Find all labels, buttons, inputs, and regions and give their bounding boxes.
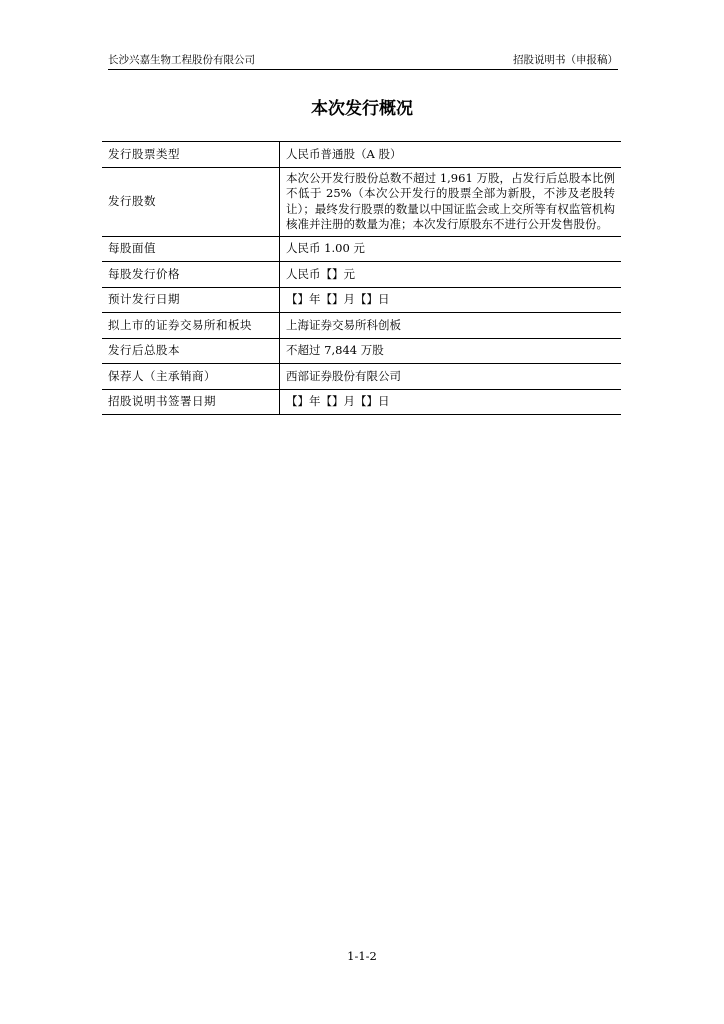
table-row-issue-price xyxy=(102,262,621,288)
header-document-type: 招股说明书（申报稿） xyxy=(513,54,618,66)
page-header xyxy=(108,52,618,68)
table-row-signing-date xyxy=(102,389,621,415)
row-label: 每股发行价格 xyxy=(102,262,280,288)
table-row-share-count xyxy=(102,167,621,236)
row-value: 人民币普通股（A 股） xyxy=(280,142,622,168)
row-value: 不超过 7,844 万股 xyxy=(280,338,622,364)
table-row-par-value xyxy=(102,236,621,262)
row-label: 每股面值 xyxy=(102,236,280,262)
row-value: 【】年【】月【】日 xyxy=(280,389,622,415)
row-label: 拟上市的证券交易所和板块 xyxy=(102,313,280,339)
row-label: 保荐人（主承销商） xyxy=(102,364,280,390)
row-label: 预计发行日期 xyxy=(102,287,280,313)
row-value: 上海证券交易所科创板 xyxy=(280,313,622,339)
header-divider xyxy=(108,69,618,70)
row-label: 发行股数 xyxy=(102,167,280,236)
row-value: 本次公开发行股份总数不超过 1,961 万股，占发行后总股本比例不低于 25%（本次公开发行的股票全部为新股，不涉及老股转让）；最终发行股票的数量以中国证监会或上交所等有权监管机构核准并注册的数量为准；本次发行原股东不进行公开发售股份。 xyxy=(280,167,622,236)
table-row-issue-date xyxy=(102,287,621,313)
table-row-share-type xyxy=(102,142,621,168)
header-company-name: 长沙兴嘉生物工程股份有限公司 xyxy=(108,54,255,66)
row-value: 人民币【】元 xyxy=(280,262,622,288)
page-number: 1-1-2 xyxy=(347,949,377,963)
row-value: 【】年【】月【】日 xyxy=(280,287,622,313)
offering-summary-table xyxy=(102,141,621,415)
table-row-sponsor xyxy=(102,364,621,390)
row-label: 发行股票类型 xyxy=(102,142,280,168)
row-label: 招股说明书签署日期 xyxy=(102,389,280,415)
row-value: 西部证券股份有限公司 xyxy=(280,364,622,390)
table-row-total-shares xyxy=(102,338,621,364)
table-row-exchange-board xyxy=(102,313,621,339)
page-title: 本次发行概况 xyxy=(311,99,413,119)
row-label: 发行后总股本 xyxy=(102,338,280,364)
row-value: 人民币 1.00 元 xyxy=(280,236,622,262)
